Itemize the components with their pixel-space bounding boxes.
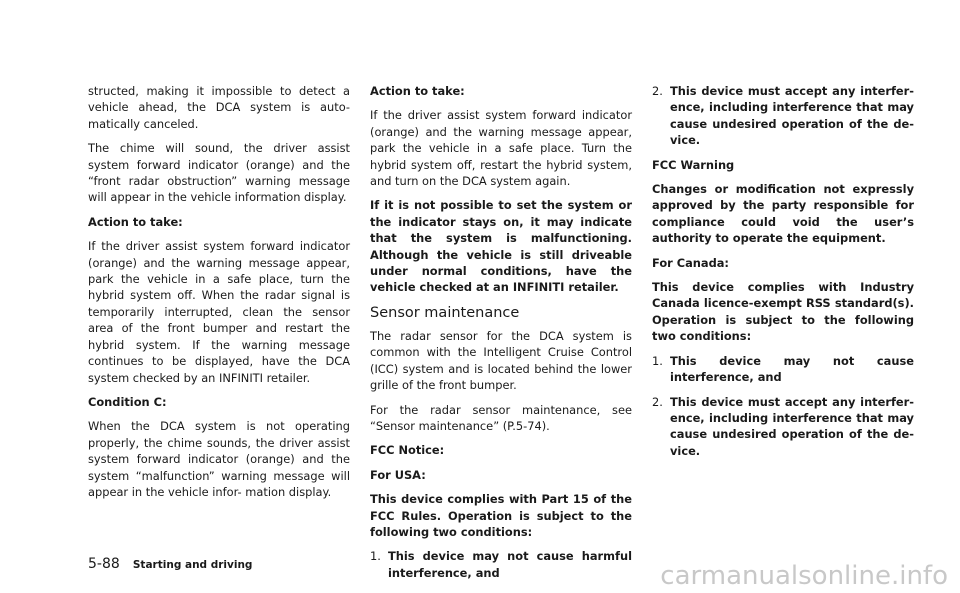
subheading-fcc-notice: FCC Notice: [370,443,445,458]
page-number: 5-88 [88,556,120,572]
paragraph-bold: Changes or modification not expressly approved by the party responsible for compliance could void the user’s authority to operate the equipment. [652,182,914,246]
subheading-condition-c: Condition C: [88,394,167,409]
paragraph: The radar sensor for the DCA system is common with the Intelligent Cruise Control (ICC) system and is located behind the lower grille of the front bumper. [370,328,632,393]
text-column-1 [88,83,350,508]
paragraph: The chime will sound, the driver assist system forward indicator (orange) and the “front radar obstruction” warning message will appear in the vehicle information display. [88,141,350,205]
section-title: Starting and driving [132,559,253,571]
list-text: This device must accept any interfer- ence, including interference that may cause undesired operation of the de- vice. [670,84,914,148]
paragraph: If the driver assist system forward indicator (orange) and the warning message appear, park the vehicle in a safe place, turn the hybrid system off. When the radar signal is temporarily interrupted, clean the sensor area of the front bumper and restart the hybrid system. If the warning message continues to be displayed, have the DCA system checked by an INFINITI retailer. [88,239,350,385]
list-item [652,353,914,386]
text-column-3 [652,83,914,467]
list-text: This device may not cause interference, and [670,353,914,385]
paragraph-bold: This device complies with Industry Canada licence-exempt RSS standard(s). Operation is subject to the following two conditions: [652,280,914,344]
paragraph-bold: If it is not possible to set the system or the indicator stays on, it may indicate that the system is malfunctioning. Although the vehicle is still driveable under normal conditions, have the vehicle checked at an INFINITI retailer. [370,198,632,295]
list-number: 2. [652,84,663,98]
text-column-2 [370,83,632,589]
list-item [652,394,914,460]
paragraph: If the driver assist system forward indicator (orange) and the warning message appear, park the vehicle in a safe place. Turn the hybrid system off, restart the hybrid system, and turn on the DCA system again. [370,108,632,189]
section-heading: Sensor maintenance [370,304,520,321]
paragraph-bold: This device complies with Part 15 of the FCC Rules. Operation is subject to the following two conditions: [370,492,632,539]
subheading-for-canada: For Canada: [652,255,729,270]
subheading-fcc-warning: FCC Warning [652,157,735,172]
subheading-for-usa: For USA: [370,467,426,482]
list-text: This device may not cause harmful interference, and [388,549,632,580]
list-item [652,83,914,149]
list-item [370,548,632,581]
subheading-action: Action to take: [88,214,183,229]
paragraph: When the DCA system is not operating properly, the chime sounds, the driver assist system forward indicator (orange) and the system “malfunction” warning message will appear in the vehicle infor- mation display. [88,419,350,499]
list-number: 1. [652,353,663,368]
watermark: carmanualsonline.info [660,561,948,591]
paragraph: For the radar sensor maintenance, see “Sensor maintenance” (P.5-74). [370,402,632,433]
page-footer [88,553,252,572]
subheading-action: Action to take: [370,84,465,98]
list-text: This device must accept any interfer- ence, including interference that may cause undesired operation of the de- vice. [670,394,914,458]
list-number: 1. [370,549,381,564]
list-number: 2. [652,394,663,409]
paragraph: structed, making it impossible to detect a vehicle ahead, the DCA system is auto- matically canceled. [88,84,350,131]
